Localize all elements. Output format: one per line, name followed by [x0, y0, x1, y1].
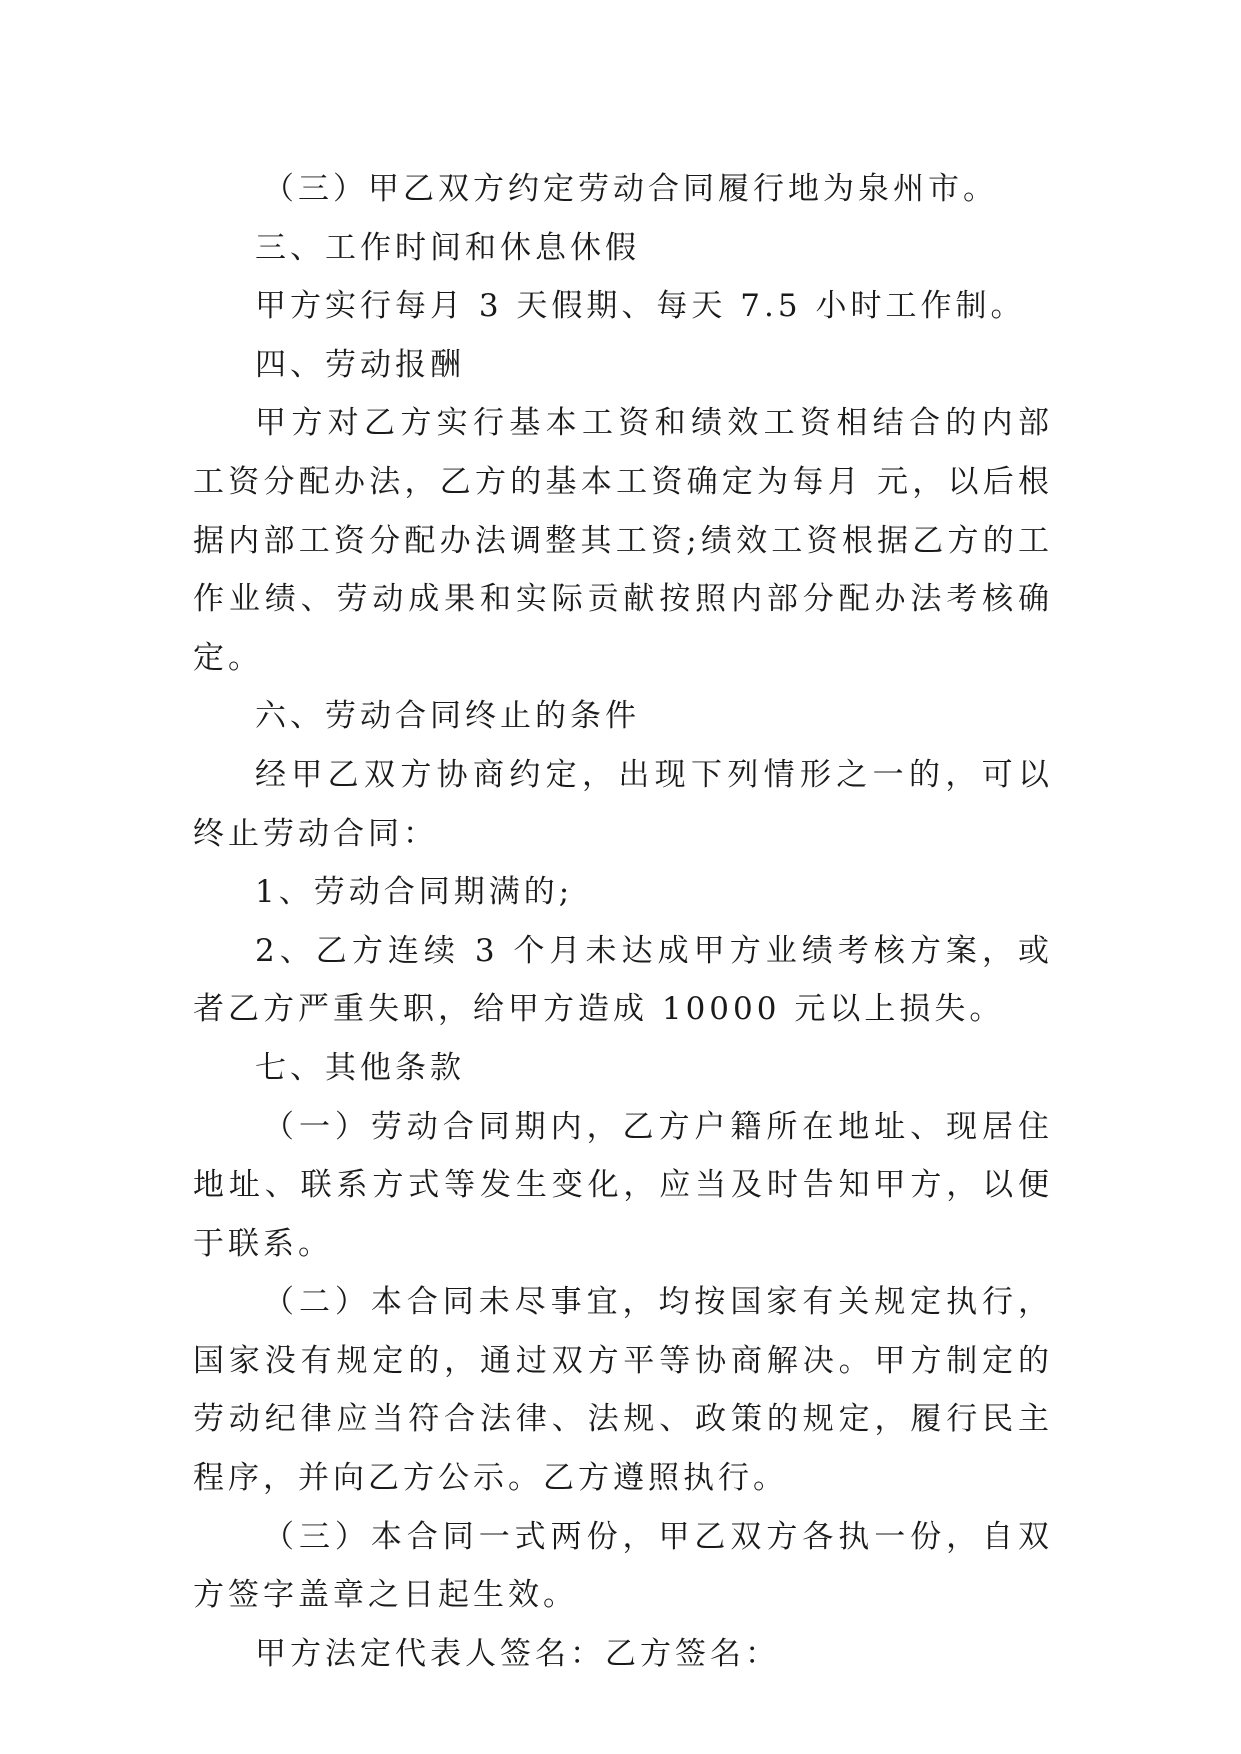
contract-page [193, 160, 1053, 1683]
clause-termination-intro: 经甲乙双方协商约定，出现下列情形之一的，可以终止劳动合同： [193, 756, 1053, 852]
clause-other-2: （二）本合同未尽事宜，均按国家有关规定执行，国家没有规定的，通过双方平等协商解决。甲方制定的劳动纪律应当符合法律、法规、政策的规定，履行民主程序，并向乙方公示。乙方遵照执行。 [193, 1284, 1053, 1497]
clause-pay: 甲方对乙方实行基本工资和绩效工资相结合的内部工资分配办法，乙方的基本工资确定为每月 元，以后根据内部工资分配办法调整其工资;绩效工资根据乙方的工作业绩、劳动成果和实际贡献按照内部分配办法考核确定。 [193, 405, 1053, 676]
clause-workplace: （三）甲乙双方约定劳动合同履行地为泉州市。 [263, 171, 998, 207]
section-heading-work-time: 三、工作时间和休息休假 [255, 229, 640, 266]
clause-work-hours: 甲方实行每月 3 天假期、每天 7.5 小时工作制。 [255, 288, 1026, 325]
section-heading-other: 七、其他条款 [255, 1049, 465, 1086]
clause-other-1: （一）劳动合同期内，乙方户籍所在地址、现居住地址、联系方式等发生变化，应当及时告知甲方，以便于联系。 [193, 1108, 1053, 1262]
clause-termination-item-1: 1、劳动合同期满的; [255, 874, 574, 911]
signature-line: 甲方法定代表人签名：乙方签名： [255, 1635, 780, 1672]
section-heading-termination: 六、劳动合同终止的条件 [255, 698, 640, 735]
clause-other-3: （三）本合同一式两份，甲乙双方各执一份，自双方签字盖章之日起生效。 [193, 1518, 1053, 1614]
section-heading-pay: 四、劳动报酬 [255, 346, 465, 383]
clause-termination-item-2: 2、乙方连续 3 个月未达成甲方业绩考核方案，或者乙方严重失职，给甲方造成 10000 元以上损失。 [193, 932, 1053, 1028]
